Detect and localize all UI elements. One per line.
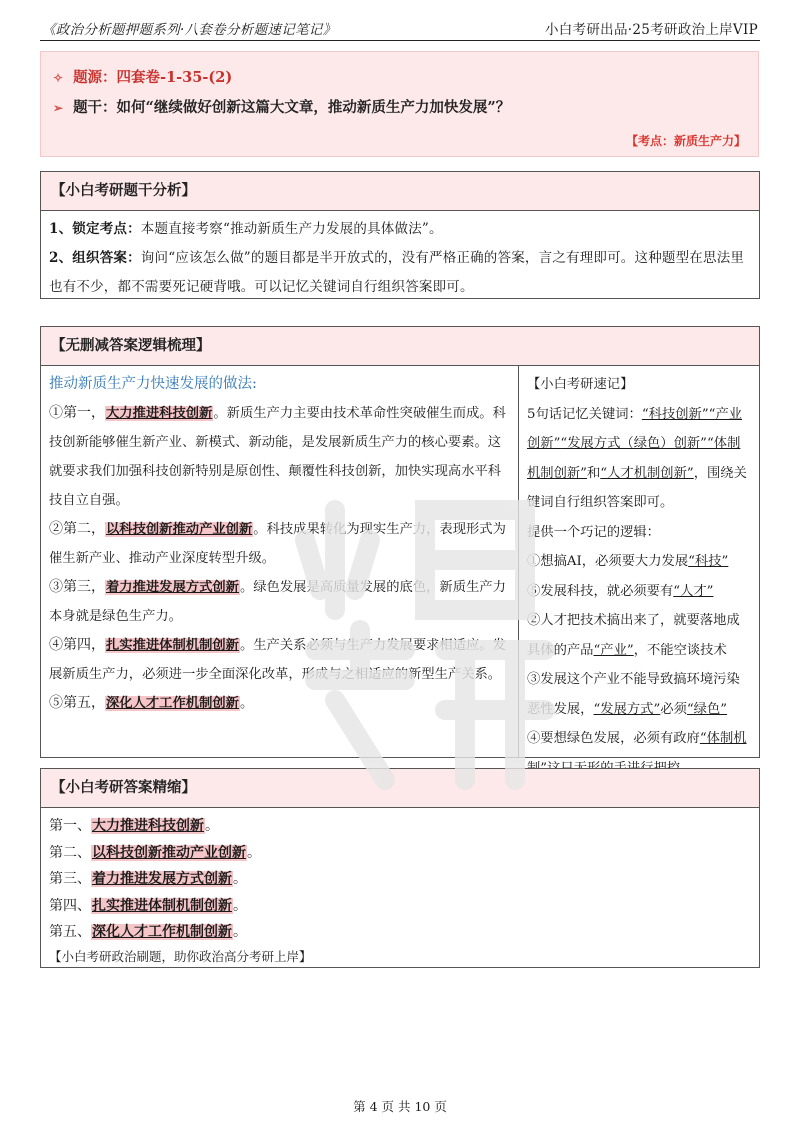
header-title: 《政治分析题押题系列·八套卷分析题速记笔记》	[42, 22, 337, 38]
item-number: ②第二，	[49, 521, 105, 537]
memo-line	[527, 665, 753, 724]
memo-title: 【小白考研速记】	[527, 377, 634, 392]
key-phrase: 着力推进发展方式创新	[92, 871, 232, 887]
arrow-icon: ➢	[53, 101, 64, 115]
key-phrase: 扎实推进体制机制创新	[92, 897, 232, 914]
logic-item	[49, 631, 512, 689]
summary-footer: 【小白考研政治刷题，助你政治高分考研上岸】	[49, 948, 312, 964]
key-phrase: 大力推进科技创新	[106, 406, 213, 421]
summary-title: 【小白考研答案精缩】	[41, 769, 759, 808]
stem-text: 题干：如何“继续做好创新这篇大文章，推动新质生产力加快发展”？	[73, 99, 511, 116]
memo-text: 必须	[660, 701, 687, 717]
summary-body	[41, 808, 759, 968]
item-number: ④第四，	[49, 637, 105, 653]
memo-keyword: “产业创新”	[527, 406, 743, 451]
item-end: 。	[233, 924, 247, 940]
point-text: 询问“应该怎么做”的题目都是半开放式的，没有严格正确的答案，言之有理即可。这种题型在思法里也有不少，都不需要死记硬背哦。可以记忆关键词自行组织答案即可。	[49, 250, 745, 295]
key-phrase: 以科技创新推动产业创新	[106, 522, 253, 537]
memo-text: ，围绕关键词自行组织答案即可。	[527, 465, 747, 510]
point-label: 1、锁定考点：	[49, 221, 141, 237]
item-text: 。生产关系必须与生产力发展要求相适应。发展新质生产力，必须进一步全面深化改革，形成与之相适应的新型生产关系。	[49, 638, 506, 682]
memo-text: ⑤发展科技，就必须要有	[527, 583, 674, 599]
memo-keyword: “发展方式（绿色）创新”	[560, 436, 707, 451]
memo-text: ③发展这个产业不能导致搞环境污染恶性发展，	[527, 672, 740, 717]
item-end: 。	[233, 871, 247, 887]
logic-item	[49, 689, 512, 718]
key-phrase: 深化人才工作机制创新	[106, 696, 239, 711]
logic-item	[49, 515, 512, 573]
memo-line	[527, 547, 753, 577]
key-phrase: 着力推进发展方式创新	[106, 580, 239, 595]
question-source-box	[40, 51, 759, 157]
item-number: 第三、	[49, 871, 91, 887]
memo-text: ①想搞AI，必须要大力发展	[527, 554, 689, 569]
item-text: 。绿色发展是高质量发展的底色，新质生产力本身就是绿色生产力。	[49, 580, 506, 624]
memo-keyword: “科技创新”	[641, 406, 709, 422]
item-text: 。科技成果转化为现实生产力，表现形式为催生新产业、推动产业深度转型升级。	[49, 522, 506, 566]
key-phrase: 深化人才工作机制创新	[92, 924, 232, 940]
summary-item	[49, 919, 751, 946]
memo-keyword: “人才”	[673, 583, 714, 599]
logic-answer-column	[41, 365, 519, 757]
summary-item	[49, 813, 751, 840]
memo-keyword: “绿色”	[686, 701, 728, 717]
analysis-point-1	[49, 215, 751, 244]
memo-keyword: “产业”	[593, 642, 634, 658]
point-label: 2、组织答案：	[49, 250, 141, 266]
key-phrase: 扎实推进体制机制创新	[106, 638, 239, 653]
item-text: 。新质生产力主要由技术革命性突破催生而成。科技创新能够催生新产业、新模式、新动能，是发展新质生产力的核心要素。这就要求我们加强科技创新特别是原创性、颠覆性科技创新，加快实现高水平科技自立自强。	[49, 406, 506, 508]
memo-text: ②人才把技术搞出来了，就要落地成具体的产品	[527, 613, 740, 658]
memo-text: ，不能空谈技术	[633, 642, 727, 658]
page-header	[40, 12, 760, 41]
memo-keyword: “人才机制创新”	[600, 465, 694, 481]
item-text: 。	[239, 696, 254, 711]
logic-box	[40, 326, 760, 758]
key-phrase: 大力推进科技创新	[92, 818, 204, 834]
summary-item	[49, 893, 751, 920]
memo-logic-intro: 提供一个巧记的逻辑：	[527, 524, 660, 540]
analysis-title: 【小白考研题干分析】	[41, 172, 759, 211]
topic-tag: 【考点：新质生产力】	[625, 134, 746, 148]
key-phrase: 以科技创新推动产业创新	[92, 844, 246, 861]
item-number: 第二、	[49, 844, 91, 861]
memo-line	[527, 606, 753, 665]
summary-item	[49, 866, 751, 893]
memo-text: 5句话记忆关键词：	[527, 406, 642, 422]
item-end: 。	[247, 844, 261, 861]
memo-text: ④要想绿色发展，必须有政府	[527, 731, 700, 746]
memo-keyword: “科技”	[688, 554, 729, 569]
memo-keywords	[527, 400, 753, 518]
summary-box	[40, 768, 760, 968]
item-number: 第四、	[49, 897, 91, 914]
source-line	[53, 66, 232, 87]
memo-keyword: “发展方式”	[593, 701, 661, 717]
memo-column	[519, 365, 759, 757]
logic-title: 【无删减答案逻辑梳理】	[41, 327, 759, 366]
analysis-body	[41, 211, 759, 302]
analysis-box	[40, 171, 760, 299]
source-text: 题源：四套卷-1-35-(2)	[73, 69, 233, 86]
item-number: 第一、	[49, 818, 91, 834]
item-end: 。	[233, 897, 247, 914]
item-end: 。	[205, 818, 219, 834]
item-number: 第五、	[49, 924, 91, 940]
memo-text: 和	[587, 465, 601, 481]
logic-heading: 推动新质生产力快速发展的做法:	[49, 376, 257, 392]
item-number: ③第三，	[49, 579, 105, 595]
summary-item	[49, 840, 751, 867]
diamond-icon: ✧	[53, 71, 64, 85]
analysis-point-2	[49, 244, 751, 302]
header-brand: 小白考研出品·25考研政治上岸VIP	[544, 22, 758, 38]
page-footer: 第 4 页 共 10 页	[353, 1099, 447, 1114]
memo-line	[527, 577, 753, 607]
logic-item	[49, 399, 512, 515]
logic-item	[49, 573, 512, 631]
memo-keyword: “体制机制创新”	[527, 436, 741, 481]
stem-line	[53, 96, 510, 117]
item-number: ①第一，	[49, 405, 105, 421]
item-number: ⑤第五，	[49, 695, 105, 711]
memo-keyword: “体制机	[699, 731, 747, 746]
point-text: 本题直接考察“推动新质生产力发展的具体做法”。	[140, 221, 443, 237]
